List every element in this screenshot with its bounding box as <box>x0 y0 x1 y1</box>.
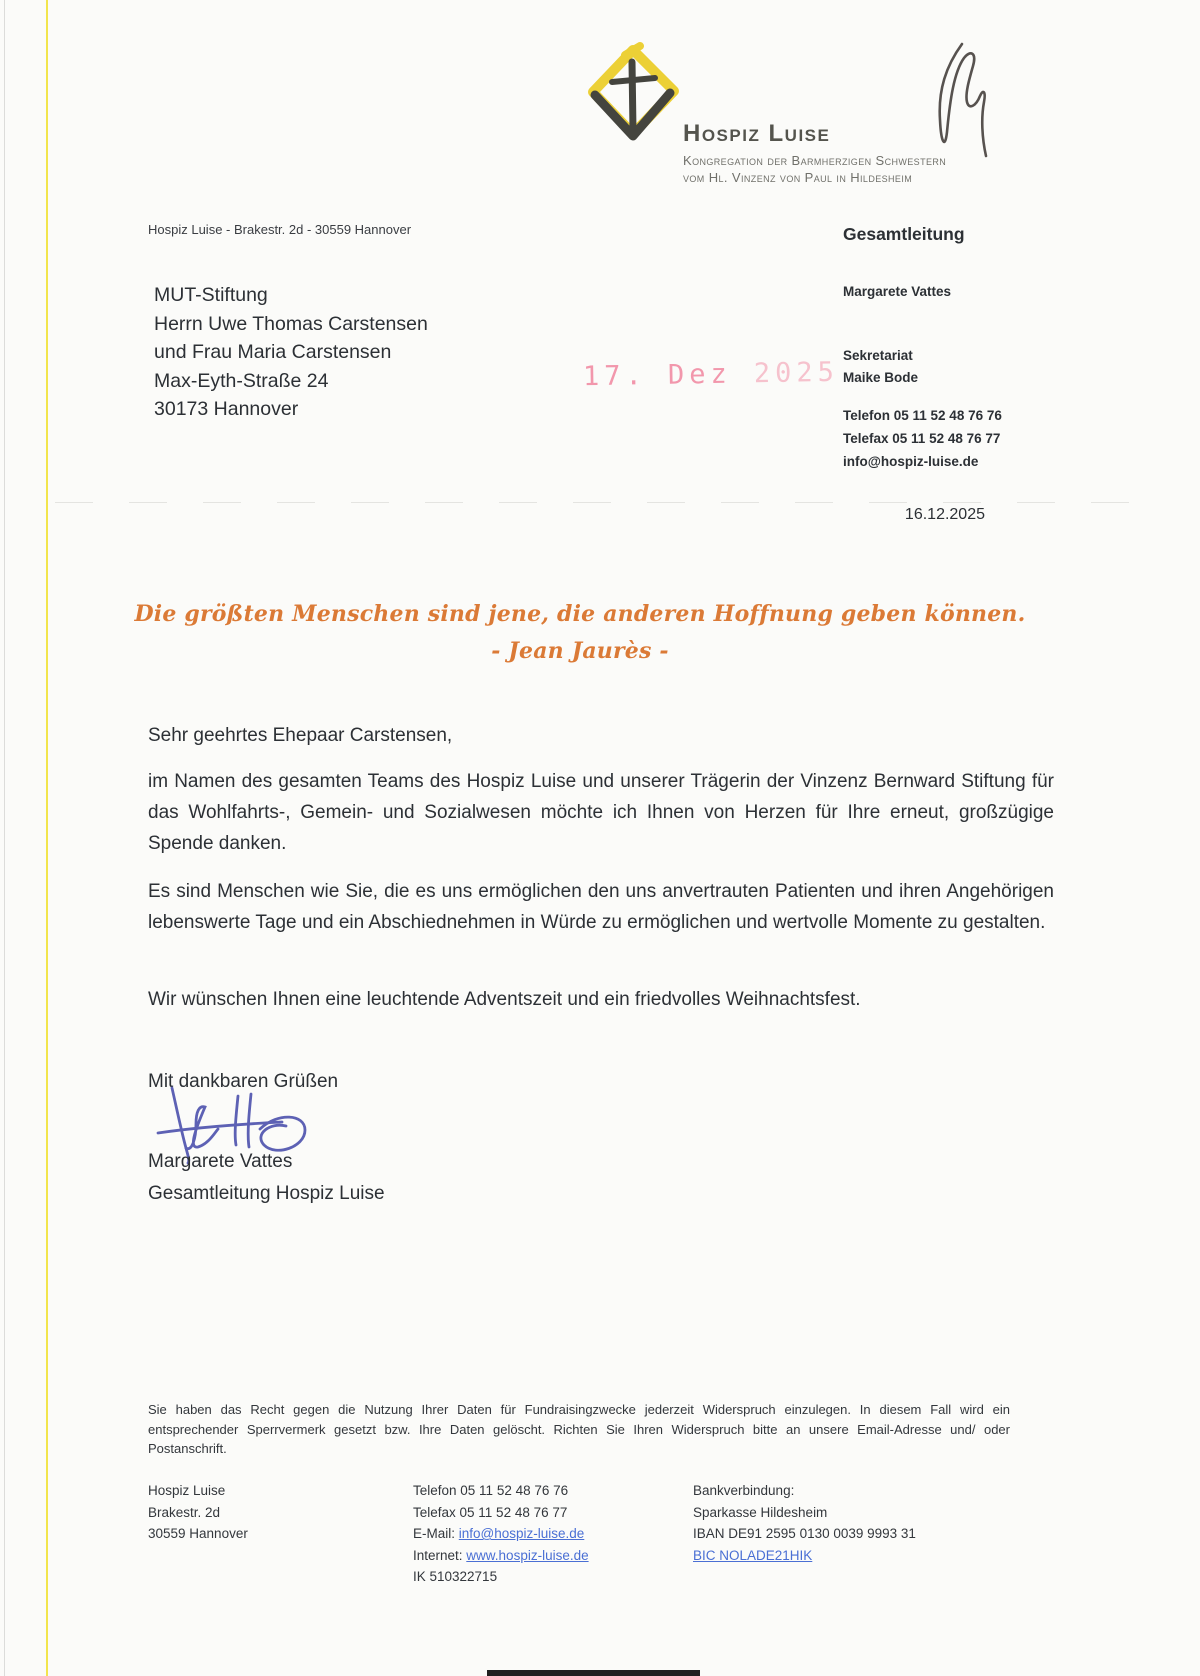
scan-bottom-bar <box>487 1670 700 1676</box>
salutation: Sehr geehrtes Ehepaar Carstensen, <box>148 725 453 746</box>
footer-address-name: Hospiz Luise <box>148 1483 226 1498</box>
footer-email-row <box>413 1523 589 1545</box>
footer-phone: Telefon 05 11 52 48 76 76 <box>413 1483 569 1498</box>
footer-email-label: E-Mail: <box>413 1526 459 1541</box>
footer-internet-row <box>413 1545 589 1567</box>
body-paragraph-2: Es sind Menschen wie Sie, die es uns ermöglichen den uns anvertrauten Patienten und ihren Angehörigen lebenswerte Tage und ein Abschiednehmen in Würde zu ermöglichen und wertvolle Momente zu gestalten. <box>148 881 1054 933</box>
logo-subtitle-line1: Kongregation der Barmherzigen Schwestern <box>683 153 947 168</box>
body-paragraph-3: Wir wünschen Ihnen eine leuchtende Adventszeit und ein friedvolles Weihnachtsfest. <box>148 989 861 1010</box>
scan-yellow-line <box>46 0 48 1676</box>
footer-bank-name: Sparkasse Hildesheim <box>693 1504 828 1520</box>
footer-bic-link[interactable]: BIC NOLADE21HIK <box>693 1547 813 1563</box>
recipient-line-street: Max-Eyth-Straße 24 <box>154 369 329 392</box>
footer-bank-iban: IBAN DE91 2595 0130 0039 9993 31 <box>693 1526 916 1541</box>
contact-name: Margarete Vattes <box>843 284 952 299</box>
footer-address <box>148 1480 248 1545</box>
recipient-line-city: 30173 Hannover <box>154 398 299 420</box>
sender-return-line: Hospiz Luise - Brakestr. 2d - 30559 Hannover <box>148 222 412 237</box>
stamp-day: 17. Dez <box>582 358 733 393</box>
footer-bank <box>693 1480 916 1566</box>
footer-contact <box>413 1480 589 1588</box>
recipient-line-company: MUT-Stiftung <box>154 284 268 306</box>
privacy-note: Sie haben das Recht gegen die Nutzung Ihrer Daten für Fundraisingzwecke jederzeit Widerspruch einzulegen. In diesem Fall wird ein entsprechender Sperrvermerk gesetzt bzw. Ihre Daten gelöscht. Richten Sie Ihren Widerspruch bitte an unsere Email-Adresse und/ oder Postanschrift. <box>148 1402 1010 1456</box>
logo-subtitle-line2: vom Hl. Vinzenz von Paul in Hildesheim <box>683 170 913 185</box>
received-date-stamp <box>583 357 839 392</box>
contact-role-title: Gesamtleitung <box>843 224 965 244</box>
secretariat-name: Maike Bode <box>843 370 919 385</box>
scan-fold-line <box>55 502 1145 503</box>
footer-fax: Telefax 05 11 52 48 76 77 <box>413 1504 568 1520</box>
footer-address-city: 30559 Hannover <box>148 1526 248 1541</box>
recipient-line-name2: und Frau Maria Carstensen <box>154 341 392 363</box>
flourish-mark-icon <box>910 38 988 173</box>
body-paragraph-1: im Namen des gesamten Teams des Hospiz Luise und unserer Trägerin der Vinzenz Bernward Stiftung für das Wohlfahrts-, Gemein- und Sozialwesen möchte ich Ihnen von Herzen für Ihre erneut, großzügige Spende danken. <box>148 771 1054 854</box>
quote-attribution: - Jean Jaurès - <box>491 638 669 664</box>
contact-email: info@hospiz-luise.de <box>843 454 979 469</box>
hospiz-luise-logo-icon <box>583 40 683 155</box>
contact-phone-block <box>843 404 1002 473</box>
stamp-year: 2025 <box>753 356 840 390</box>
secretariat-label: Sekretariat <box>843 348 913 363</box>
footer-address-street: Brakestr. 2d <box>148 1504 221 1520</box>
contact-fax: Telefax 05 11 52 48 76 77 <box>843 431 1001 446</box>
logo-title: Hospiz Luise <box>683 120 831 147</box>
contact-phone: Telefon 05 11 52 48 76 76 <box>843 408 1002 423</box>
footer-bank-heading: Bankverbindung: <box>693 1483 795 1498</box>
signer-name: Margarete Vattes <box>148 1151 293 1172</box>
recipient-address <box>154 281 428 424</box>
footer-website-link[interactable]: www.hospiz-luise.de <box>466 1547 589 1563</box>
footer-email-link[interactable]: info@hospiz-luise.de <box>458 1526 585 1541</box>
scan-edge-line <box>4 0 5 1676</box>
footer-ik-number: IK 510322715 <box>413 1569 498 1584</box>
secretariat-block <box>843 345 918 389</box>
quote-text: Die größten Menschen sind jene, die anderen Hoffnung geben können. <box>134 601 1026 627</box>
recipient-line-name1: Herrn Uwe Thomas Carstensen <box>154 312 428 335</box>
letter-date: 16.12.2025 <box>904 506 985 523</box>
signer-title: Gesamtleitung Hospiz Luise <box>148 1183 385 1204</box>
quote-block <box>60 596 1100 670</box>
footer-internet-label: Internet: <box>413 1547 467 1563</box>
closing-line: Mit dankbaren Grüßen <box>148 1071 339 1092</box>
